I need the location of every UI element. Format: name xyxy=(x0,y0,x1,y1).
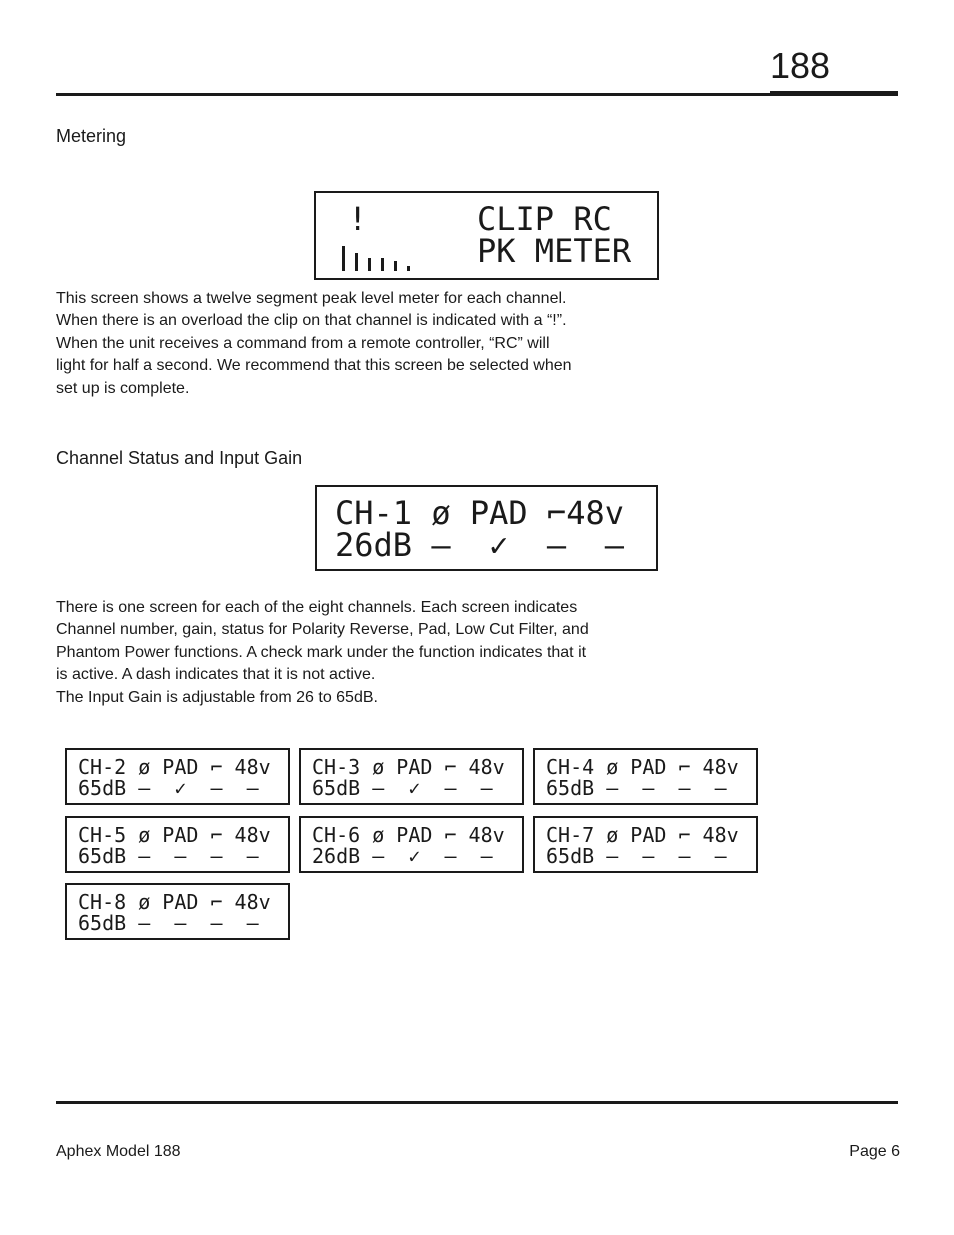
lcd-line-2: 65dB – – – – xyxy=(546,844,727,868)
footer-model: Aphex Model 188 xyxy=(56,1143,181,1160)
lcd-line-clip-rc: CLIP RC xyxy=(477,200,612,238)
text-line: Channel number, gain, status for Polarity Reverse, Pad, Low Cut Filter, and xyxy=(56,621,589,639)
lcd-screen-ch-5 xyxy=(65,816,290,873)
lcd-line-2: 65dB – – – – xyxy=(78,911,259,935)
lcd-line-channel-header: CH-1 ø PAD ⌐48v xyxy=(335,494,624,532)
meter-bar xyxy=(368,258,371,271)
text-line: When the unit receives a command from a remote controller, “RC” will xyxy=(56,334,550,352)
metering-description xyxy=(56,288,656,400)
lcd-line-2: 65dB – – – – xyxy=(78,844,259,868)
lcd-line-1: CH-8 ø PAD ⌐ 48v xyxy=(78,890,271,914)
header-rule-accent xyxy=(770,91,898,96)
text-line: set up is complete. xyxy=(56,379,190,397)
footer-rule xyxy=(56,1101,898,1104)
meter-bar xyxy=(407,266,410,271)
text-line: There is one screen for each of the eight channels. Each screen indicates xyxy=(56,599,578,616)
channel-status-heading: Channel Status and Input Gain xyxy=(56,448,303,468)
metering-lcd-screen xyxy=(314,191,659,280)
meter-bar xyxy=(381,258,384,271)
text-line: This screen shows a twelve segment peak level meter for each channel. xyxy=(56,290,567,307)
lcd-line-1: CH-2 ø PAD ⌐ 48v xyxy=(78,755,271,779)
text-line: is active. A dash indicates that it is not active. xyxy=(56,666,376,684)
lcd-screen-ch-7 xyxy=(533,816,758,873)
lcd-line-1: CH-3 ø PAD ⌐ 48v xyxy=(312,755,505,779)
metering-heading: Metering xyxy=(56,126,127,146)
lcd-line-2: 65dB – ✓ – – xyxy=(312,776,493,800)
lcd-line-2: 65dB – – – – xyxy=(546,776,727,800)
lcd-screen-ch-3 xyxy=(299,748,524,805)
lcd-line-1: CH-5 ø PAD ⌐ 48v xyxy=(78,823,271,847)
lcd-screen-ch-6 xyxy=(299,816,524,873)
text-line: The Input Gain is adjustable from 26 to 65dB. xyxy=(56,688,378,706)
lcd-line-2: 65dB – ✓ – – xyxy=(78,776,259,800)
lcd-line-1: CH-4 ø PAD ⌐ 48v xyxy=(546,755,739,779)
text-line: light for half a second. We recommend that this screen be selected when xyxy=(56,357,572,375)
lcd-line-1: CH-6 ø PAD ⌐ 48v xyxy=(312,823,505,847)
footer-page-label: Page 6 xyxy=(849,1143,900,1160)
lcd-line-2: 26dB – ✓ – – xyxy=(312,844,493,868)
lcd-line-1: CH-7 ø PAD ⌐ 48v xyxy=(546,823,739,847)
text-line: Phantom Power functions. A check mark under the function indicates that it xyxy=(56,643,587,661)
header-rule xyxy=(56,93,770,96)
lcd-screen-ch-2 xyxy=(65,748,290,805)
lcd-line-channel-status: 26dB – ✓ – – xyxy=(335,526,624,564)
channel-status-lcd-screen xyxy=(315,485,658,571)
lcd-screen-ch-4 xyxy=(533,748,758,805)
clip-indicator: ! xyxy=(348,200,368,238)
lcd-line-pk-meter: PK METER xyxy=(477,232,632,270)
peak-meter-graphic xyxy=(342,241,442,271)
meter-bar xyxy=(355,253,358,271)
channel-status-description xyxy=(56,597,656,709)
page-number: 188 xyxy=(770,45,831,86)
meter-bar xyxy=(394,261,397,271)
lcd-screen-ch-8 xyxy=(65,883,290,940)
text-line: When there is an overload the clip on that channel is indicated with a “!”. xyxy=(56,312,567,330)
meter-bar xyxy=(342,246,345,271)
